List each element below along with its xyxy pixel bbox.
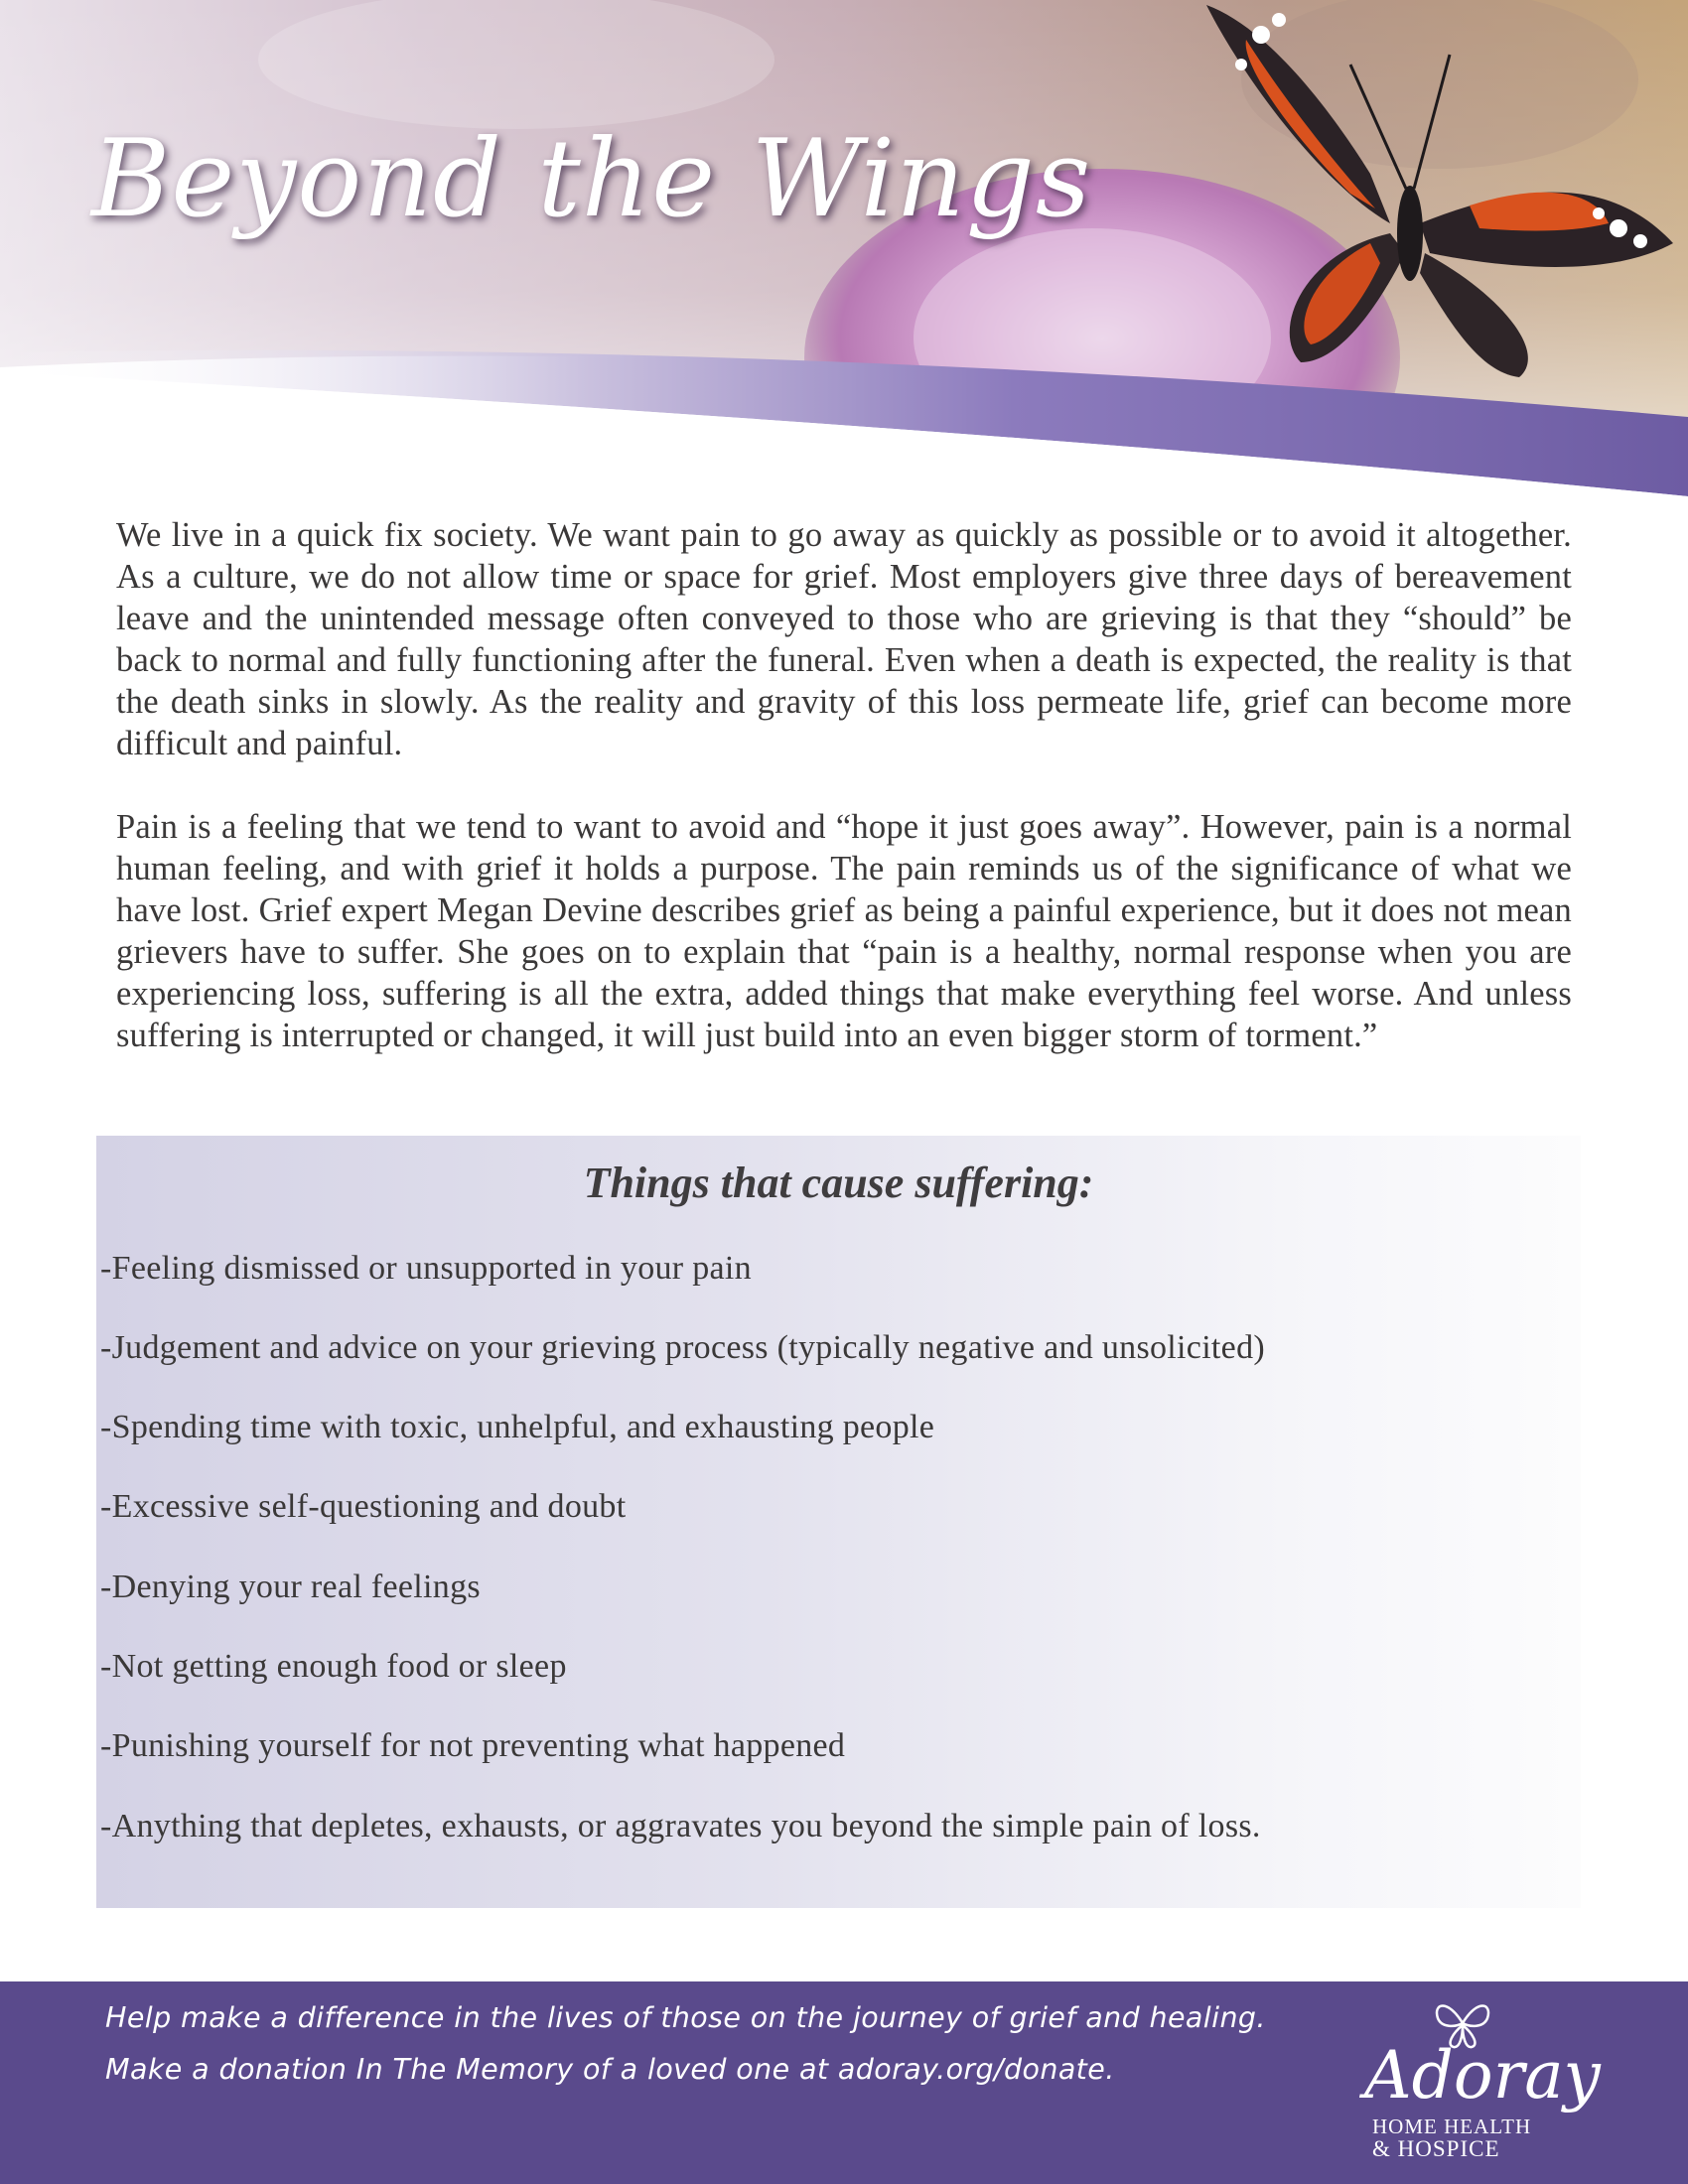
list-item: -Denying your real feelings [100,1569,481,1605]
pain-paragraph: Pain is a feeling that we tend to want to avoid and “hope it just goes away”. However, pain is a normal human feeling, and with grief it holds a purpose. The pain reminds us of the significance of what we have lost. Grief expert Megan Devine describes grief as being a painful experience, but it does not mean grievers have to suffer. She goes on to explain that “pain is a healthy, normal response when you are experiencing loss, suffering is all the extra, added things that make everything feel worse. And unless suffering is interrupted or changed, it will just build into an even bigger storm of torment.” [116,808,1572,1054]
suffering-heading: Things that cause suffering: [583,1159,1094,1207]
donation-link-text[interactable]: Make a donation In The Memory of a loved one at adoray.org/donate. [105,2053,1115,2086]
logo-subtitle-home-health: HOME HEALTH [1372,2115,1532,2138]
logo-subtitle-hospice: & HOSPICE [1372,2136,1500,2161]
logo-name: Adoray [1364,2037,1601,2114]
intro-paragraph: We live in a quick fix society. We want pain to go away as quickly as possible or to avoid it altogether. As a culture, we do not allow time or space for grief. Most employers give three days of bereavement leave and the unintended message often conveyed to those who are grieving is that they “should” be back to normal and fully functioning after the funeral. Even when a death is expected, the reality is that the death sinks in slowly. As the reality and gravity of this loss permeate life, grief can become more difficult and painful. [116,516,1572,762]
butterfly-on-flower-photo [0,0,1688,506]
list-item: -Feeling dismissed or unsupported in your pain [100,1250,752,1287]
footer-banner [0,1981,1688,2184]
list-item: -Excessive self-questioning and doubt [100,1488,627,1525]
suffering-list-box [96,1136,1581,1908]
header-banner [0,0,1688,506]
adoray-logo[interactable] [1358,1991,1607,2180]
list-item: -Anything that depletes, exhausts, or aggravates you beyond the simple pain of loss. [100,1808,1261,1844]
list-item: -Not getting enough food or sleep [100,1648,567,1685]
list-item: -Punishing yourself for not preventing what happened [100,1727,846,1764]
page-title: Beyond the Wings [91,117,1092,241]
list-item: -Judgement and advice on your grieving process (typically negative and unsolicited) [100,1329,1265,1366]
list-item: -Spending time with toxic, unhelpful, and exhausting people [100,1409,935,1445]
donation-appeal: Help make a difference in the lives of those on the journey of grief and healing. [105,2001,1266,2034]
